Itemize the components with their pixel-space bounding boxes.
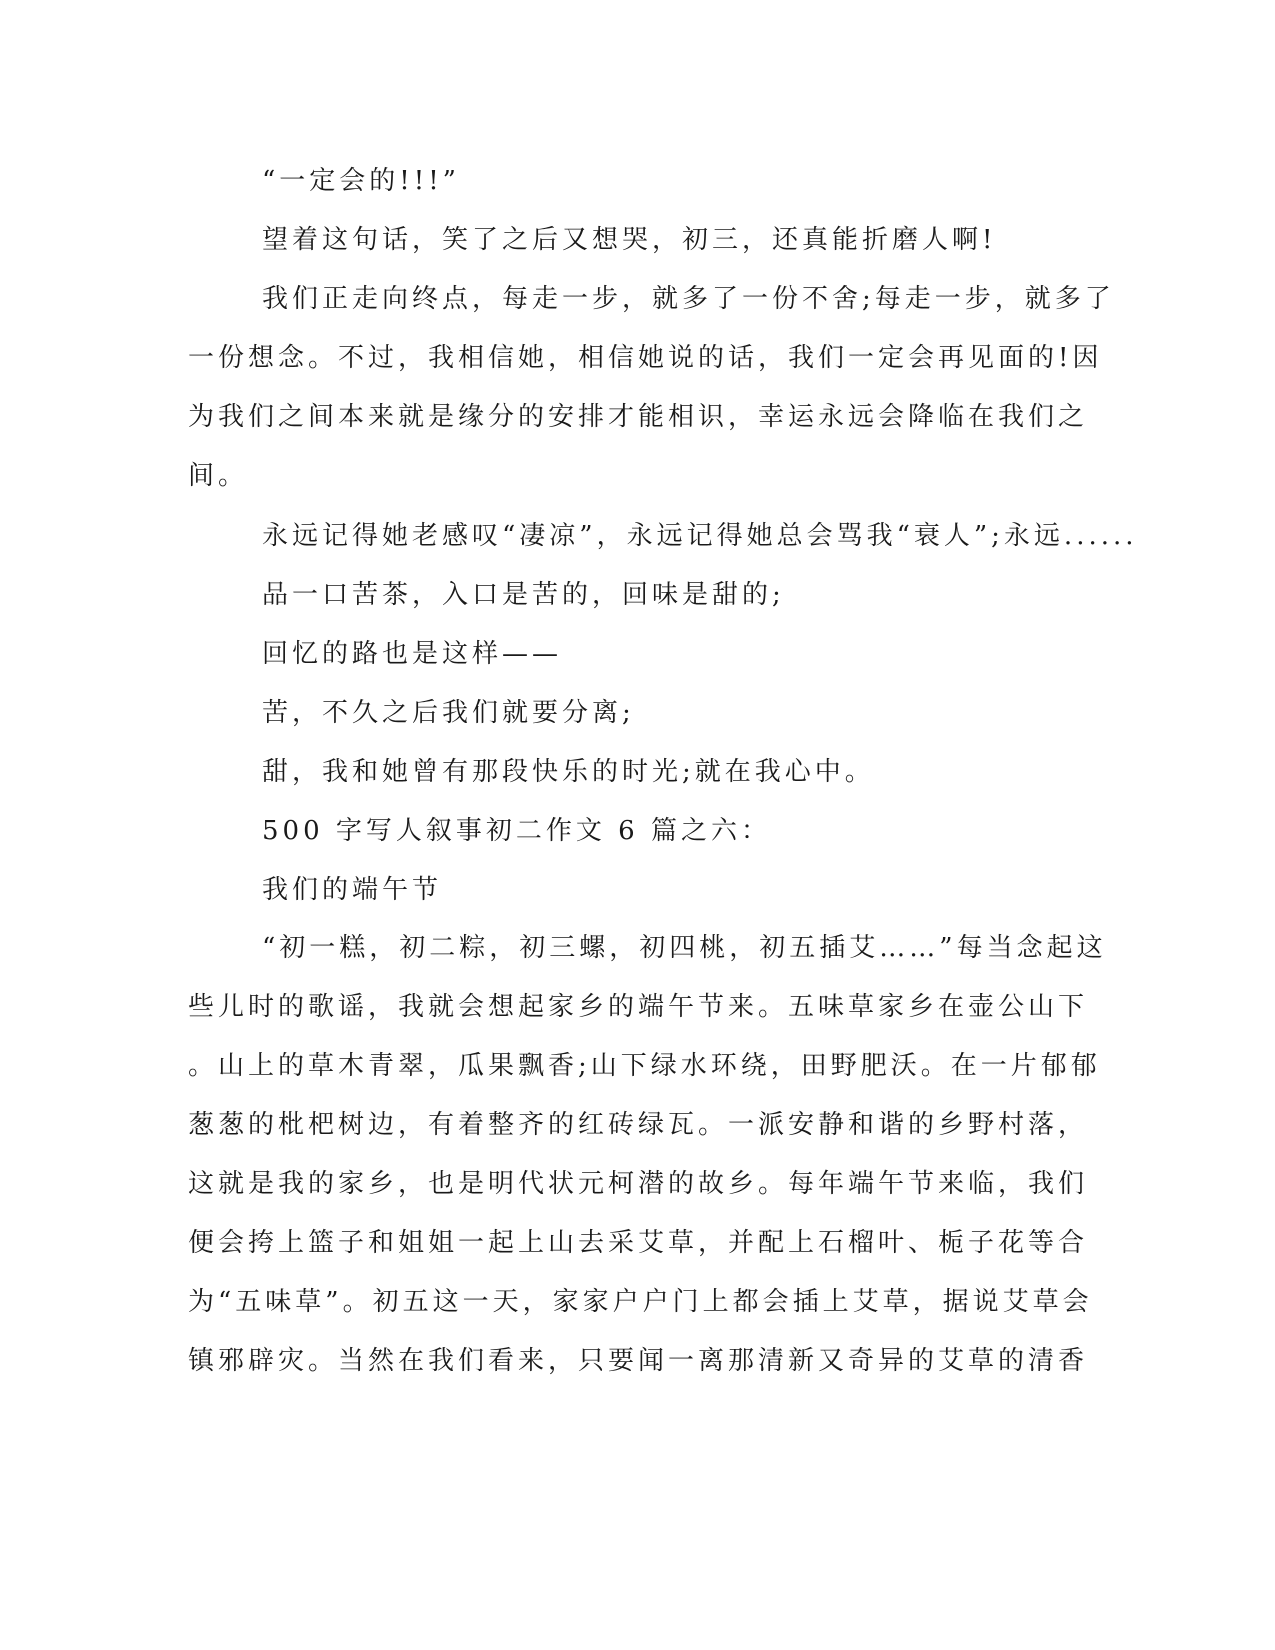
text-line: 这就是我的家乡，也是明代状元柯潜的故乡。每年端午节来临，我们 (188, 1169, 1089, 1199)
text-line: 间。 (188, 461, 249, 491)
text-line: 甜，我和她曾有那段快乐的时光;就在我心中。 (262, 757, 875, 787)
text-line: 一份想念。不过，我相信她，相信她说的话，我们一定会再见面的!因 (188, 343, 1103, 373)
text-line: 望着这句话，笑了之后又想哭，初三，还真能折磨人啊! (262, 225, 997, 255)
text-line: 永远记得她老感叹“凄凉”，永远记得她总会骂我“衰人”;永远...... (262, 521, 1138, 551)
text-line: “一定会的!!!” (262, 166, 460, 196)
text-line: 回忆的路也是这样—— (262, 639, 563, 669)
text-line: 些儿时的歌谣，我就会想起家乡的端午节来。五味草家乡在壶公山下 (188, 992, 1089, 1022)
text-line: 镇邪辟灾。当然在我们看来，只要闻一离那清新又奇异的艾草的清香 (188, 1346, 1089, 1376)
text-line: 苦，不久之后我们就要分离; (262, 698, 635, 728)
text-line: 便会挎上篮子和姐姐一起上山去采艾草，并配上石榴叶、栀子花等合 (188, 1228, 1089, 1258)
essay-title: 我们的端午节 (262, 875, 443, 905)
text-line: 我们正走向终点，每走一步，就多了一份不舍;每走一步，就多了 (262, 284, 1115, 314)
text-line: “初一糕，初二粽，初三螺，初四桃，初五插艾……”每当念起这 (262, 933, 1107, 963)
text-line: 为“五味草”。初五这一天，家家户户门上都会插上艾草，据说艾草会 (188, 1287, 1093, 1317)
section-heading: 500 字写人叙事初二作文 6 篇之六： (262, 816, 771, 846)
text-line: 为我们之间本来就是缘分的安排才能相识，幸运永远会降临在我们之 (188, 402, 1089, 432)
text-line: 。山上的草木青翠，瓜果飘香;山下绿水环绕，田野肥沃。在一片郁郁 (188, 1051, 1101, 1081)
text-line: 葱葱的枇杷树边，有着整齐的红砖绿瓦。一派安静和谐的乡野村落， (188, 1110, 1089, 1140)
text-line: 品一口苦茶，入口是苦的，回味是甜的; (262, 580, 785, 610)
